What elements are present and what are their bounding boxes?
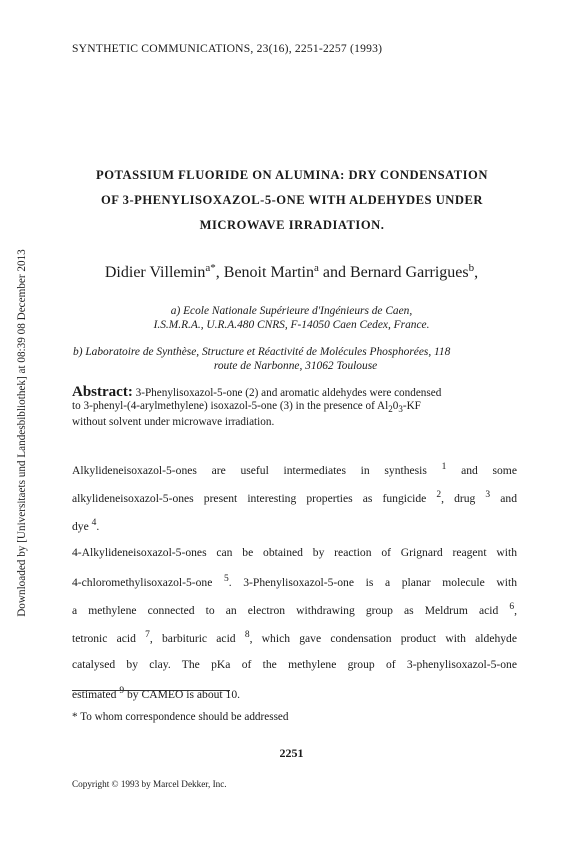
body-text: , which gave condensation product with aldehyde <box>249 632 517 645</box>
body-text: , <box>514 604 517 617</box>
author-affiliation-mark: a* <box>205 262 216 274</box>
abstract-line-2 <box>72 400 518 416</box>
body-text: . <box>96 520 100 533</box>
reference-mark: 5 <box>223 574 229 584</box>
abstract-heading: Abstract: <box>72 384 133 400</box>
body-line <box>72 630 517 645</box>
abstract <box>72 386 518 429</box>
abstract-text: to 3-phenyl-(4-arylmethylene) isoxazol-5-one (3) in the presence of Al <box>72 400 389 412</box>
reference-mark: 4 <box>91 518 97 528</box>
body-line <box>72 490 517 505</box>
reference-mark: 6 <box>509 602 515 612</box>
author-conjunction: and <box>322 264 346 281</box>
body-line: 4-Alkylideneisoxazol-5-ones can be obtained by reaction of Grignard reagent with <box>72 546 517 559</box>
body-text: . 3-Phenylisoxazol-5-one is a planar molecule with <box>228 576 517 589</box>
body-text: tetronic acid <box>72 632 136 645</box>
title-line-1: POTASSIUM FLUORIDE ON ALUMINA: DRY CONDENSATION <box>96 168 488 182</box>
reference-mark: 2 <box>436 490 442 500</box>
affiliation-a-line-1: a) Ecole Nationale Supérieure d'Ingénieurs de Caen, <box>170 305 413 317</box>
reference-mark: 1 <box>441 462 447 472</box>
author-affiliation-mark: a <box>314 262 319 274</box>
reference-mark: 9 <box>119 686 125 696</box>
body-text: 4-chloromethylisoxazol-5-one <box>72 576 213 589</box>
page-number: 2251 <box>279 746 304 760</box>
body-text: Alkylideneisoxazol-5-ones are useful intermediates in synthesis <box>72 464 427 477</box>
reference-mark: 7 <box>145 630 150 640</box>
reference-mark: 3 <box>485 490 491 500</box>
abstract-text: -KF <box>402 400 421 412</box>
body-text: , barbituric acid <box>149 632 236 645</box>
body-line <box>72 574 517 589</box>
abstract-text: 0 <box>392 400 399 412</box>
author-affiliation-mark: b <box>468 262 475 274</box>
affiliation-b-line-2: route de Narbonne, 31062 Toulouse <box>213 360 378 372</box>
formula-subscript: 3 <box>398 404 403 415</box>
body-text: a methylene connected to an electron withdrawing group as Meldrum acid <box>72 604 499 617</box>
download-watermark: Downloaded by [Universitaets und Landesbibliothek] at 08:39 08 December 2013 <box>16 249 28 617</box>
author-name: Didier Villemin <box>104 264 206 281</box>
body-line <box>72 518 517 533</box>
body-text: alkylideneisoxazol-5-ones present interesting properties as fungicide <box>72 492 427 505</box>
body-text: estimated <box>72 688 117 701</box>
affiliation-a-line-2: I.S.M.R.A., U.R.A.480 CNRS, F-14050 Caen Cedex, France. <box>153 319 430 331</box>
abstract-text: 3-Phenylisoxazol-5-one (2) and aromatic aldehydes were condensed <box>135 387 442 399</box>
title-line-2: OF 3-PHENYLISOXAZOL-5-ONE WITH ALDEHYDES UNDER <box>101 193 483 207</box>
author-name: Bernard Garrigues <box>350 264 469 281</box>
title-line-3: MICROWAVE IRRADIATION. <box>199 218 385 232</box>
body-line <box>72 686 517 701</box>
body-line <box>72 462 517 477</box>
formula-subscript: 2 <box>388 404 393 415</box>
author-name: Benoit Martin <box>223 264 314 281</box>
affiliation-b-line-1: b) Laboratoire de Synthèse, Structure et Réactivité de Molécules Phosphorées, 118 <box>73 346 451 358</box>
copyright-notice: Copyright © 1993 by Marcel Dekker, Inc. <box>72 779 227 789</box>
body-text: by CAMEO is about 10. <box>127 688 241 701</box>
body-line: catalysed by clay. The pKa of the methylene group of 3-phenylisoxazol-5-one <box>72 658 517 671</box>
body-text: dye <box>72 520 89 533</box>
body-line <box>72 602 517 617</box>
author-list: Didier Villemin$^{a*}$, Benoit Martin$^a$ and Bernard Garrigues$^b$, <box>104 262 479 281</box>
abstract-line-1 <box>72 386 518 400</box>
reference-mark: 8 <box>244 630 250 640</box>
abstract-line-3: without solvent under microwave irradiation. <box>72 416 275 429</box>
body-text: and some <box>461 464 517 477</box>
body-text: , drug <box>441 492 476 505</box>
footnote-divider <box>72 690 230 691</box>
footnote: * To whom correspondence should be addressed <box>72 711 289 723</box>
body-text: and <box>500 492 517 505</box>
journal-citation: SYNTHETIC COMMUNICATIONS, 23(16), 2251-2257 (1993) <box>72 42 383 55</box>
